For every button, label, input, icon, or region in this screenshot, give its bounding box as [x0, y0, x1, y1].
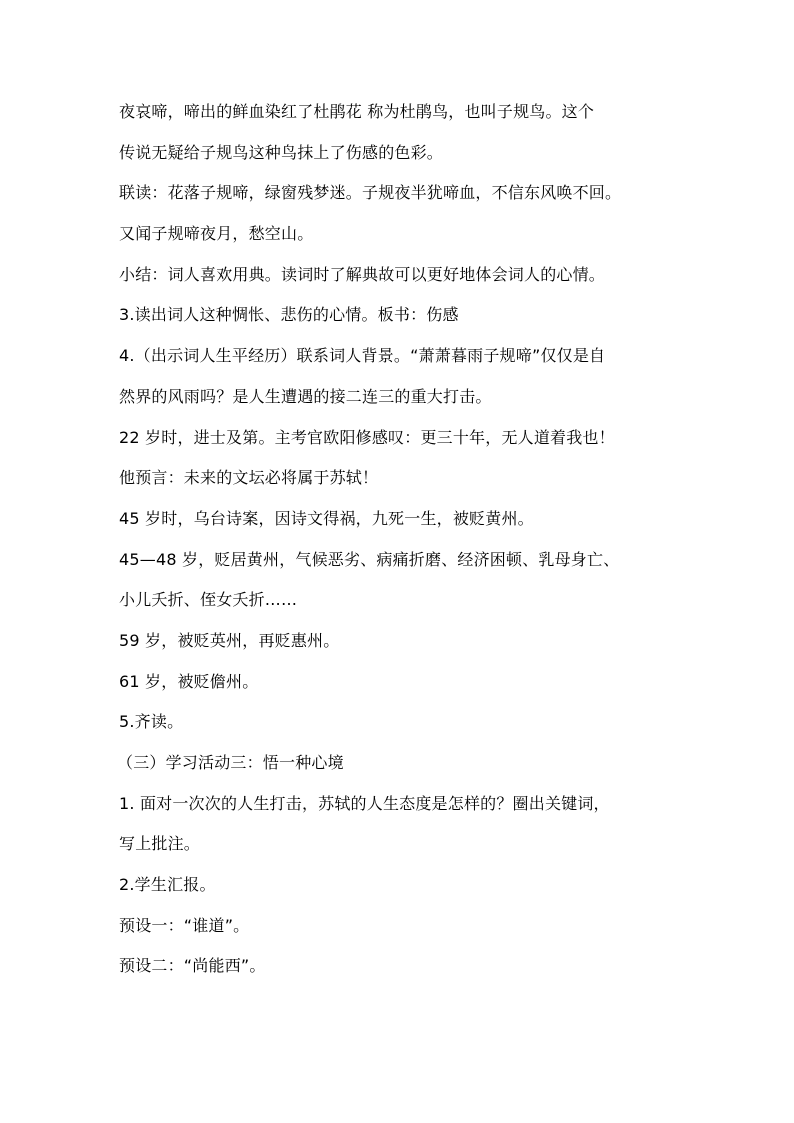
paragraph-line: 5.齐读。	[119, 712, 184, 732]
paragraph-line: 61 岁，被贬儋州。	[119, 671, 259, 691]
paragraph-line: 传说无疑给子规鸟这种鸟抹上了伤感的色彩。	[119, 142, 444, 162]
paragraph-line: 然界的风雨吗？是人生遭遇的接二连三的重大打击。	[119, 386, 492, 406]
paragraph-line: 1. 面对一次次的人生打击，苏轼的人生态度是怎样的？圈出关键词，	[119, 793, 610, 813]
paragraph-line: 他预言：未来的文坛必将属于苏轼！	[119, 468, 379, 488]
paragraph-line: 2.学生汇报。	[119, 875, 216, 895]
section-heading: （三）学习活动三：悟一种心境	[117, 753, 344, 772]
paragraph-line: 夜哀啼，啼出的鲜血染红了杜鹃花 称为杜鹃鸟，也叫子规鸟。这个	[119, 102, 595, 121]
paragraph-line: 小结：词人喜欢用典。读词时了解典故可以更好地体会词人的心情。	[119, 264, 606, 284]
paragraph-line: 45 岁时，乌台诗案，因诗文得祸，九死一生，被贬黄州。	[119, 508, 534, 528]
paragraph-line: 4.（出示词人生平经历）联系词人背景。“萧萧暮雨子规啼”仅仅是自	[119, 346, 606, 366]
document-body	[119, 102, 699, 997]
paragraph-line: 又闻子规啼夜月，愁空山。	[119, 224, 314, 244]
paragraph-line: 3.读出词人这种惆怅、悲伤的心情。板书：伤感	[119, 305, 459, 325]
paragraph-line: 22 岁时，进士及第。主考官欧阳修感叹：更三十年，无人道着我也！	[119, 427, 615, 447]
paragraph-line: 预设一：“谁道”。	[119, 915, 250, 935]
paragraph-line: 小儿夭折、侄女夭折……	[119, 590, 298, 610]
paragraph-line: 预设二：“尚能西”。	[119, 956, 266, 976]
paragraph-line: 写上批注。	[119, 834, 201, 854]
paragraph-line: 59 岁，被贬英州，再贬惠州。	[119, 630, 340, 650]
paragraph-line: 45—48 岁，贬居黄州，气候恶劣、病痛折磨、经济困顿、乳母身亡、	[119, 549, 620, 569]
paragraph-line: 联读：花落子规啼，绿窗残梦迷。子规夜半犹啼血，不信东风唤不回。	[119, 183, 622, 203]
